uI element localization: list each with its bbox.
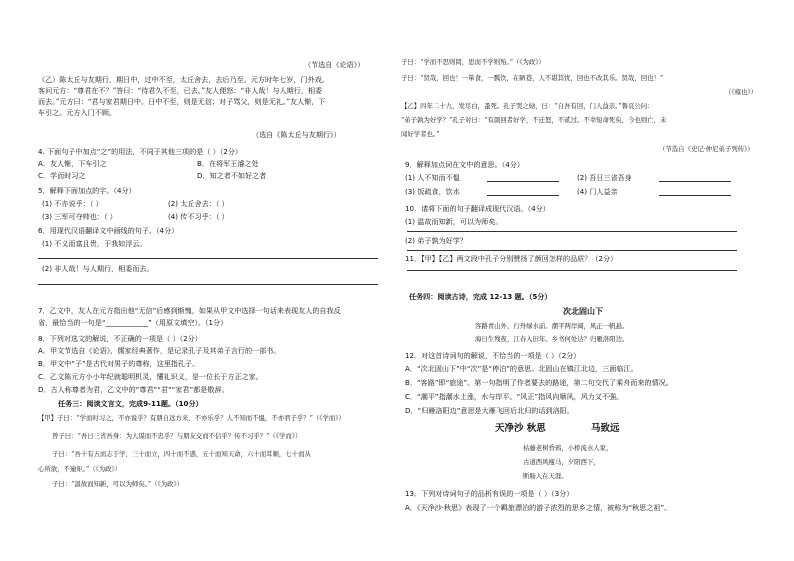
answer-line[interactable]	[407, 231, 737, 232]
jia-text-line: 子曰：“贤哉，回也！一箪食，一瓢饮，在陋巷，人不堪其忧，回也不改其乐。贤哉，回也！”	[401, 74, 664, 82]
q8-option-d[interactable]: D．古人称尊者为君，乙文中的“尊君”“君”“家君”都是敬辞。	[38, 385, 229, 394]
q9-item-3: (3) 饭疏食，饮水	[405, 187, 460, 196]
q12-option-d[interactable]: D．“归雁洛阳边”意思是大雁飞回后北归的话到洛阳。	[405, 406, 574, 415]
q9-item-2: (2) 吾日三省吾身	[577, 173, 632, 182]
q6-sentence-2: (2) 非人哉！与人期行，相委而去。	[42, 264, 154, 273]
answer-line[interactable]	[407, 250, 737, 251]
jia-text-line: 心所欲，不逾矩。”（《为政》）	[38, 465, 122, 473]
jia-text-line: 子曰：“吾十有五而志于学，三十而立，四十而不惑，五十而知天命，六十而耳顺，七十而从	[52, 450, 311, 458]
q5-item-1[interactable]: (1) 不亦说乎：（ ）	[42, 199, 103, 208]
answer-line[interactable]	[38, 284, 378, 285]
question-11: 11．【甲】【乙】两文段中孔子分别赞扬了颜回怎样的品质？（2分）	[405, 254, 618, 263]
q12-option-c[interactable]: C．“潮平”指潮水上涨，水与岸平。“风正”指风向顺风，风力又不强。	[405, 392, 624, 401]
q12-option-b[interactable]: B．“客路”即“旅途”。第一句指明了作者要去的路途，第二句交代了乘舟而来的情况。	[405, 378, 673, 387]
q13-option-a[interactable]: A．《天净沙·秋思》表现了一个羁旅漂泊的游子浓烈的思乡之情，被称为“秋思之祖”。	[405, 503, 672, 512]
source-chentaiqiu: （选自《陈太丘与友期行》）	[252, 130, 341, 139]
q10-sentence-2: (2) 弟子孰为好学？	[405, 236, 467, 245]
q9-item-1: (1) 人不知而不愠	[405, 173, 460, 182]
poem-1-line: 客路青山外，行舟绿水前。潮平两岸阔，风正一帆悬。	[475, 322, 629, 330]
question-12: 12．对这首诗词句的解说，不恰当的一项是（ ）（2分）	[405, 351, 581, 360]
poem-2-line: 古道西风瘦马，夕阳西下，	[523, 458, 600, 466]
task-4-heading: 任务四：阅读古诗，完成 12-13 题。（5分）	[409, 292, 552, 301]
question-7-line1: 7．乙文中，友人在元方指出他“无信”后感到惭愧，如果从甲文中选择一句话来表现友人的自我反	[38, 306, 341, 315]
yi-text-line: （乙）陈太丘与友期行，期日中，过中不至，太丘舍去，去后乃至。元方时年七岁，门外戏。	[38, 75, 329, 84]
source-shiji: （节选自《史记·仲尼弟子列传》）	[659, 145, 754, 153]
q5-item-2[interactable]: (2) 太丘舍去：（ ）	[168, 199, 229, 208]
q5-item-3[interactable]: (3) 三军可夺帅也：（ ）	[42, 212, 117, 221]
source-lunyu: （节选自《论语》）	[304, 60, 365, 69]
answer-line[interactable]	[659, 195, 731, 196]
yi-text-line: 【乙】四年二十九，发尽白，蚤死。孔子哭之恸，曰：“自吾有回，门人益亲。”鲁哀公问：	[401, 102, 654, 110]
question-9: 9．解释加点词在文中的意思。（4分）	[405, 160, 524, 169]
poem-2-line: 断肠人在天涯。	[523, 472, 568, 480]
answer-line[interactable]	[659, 181, 731, 182]
yi-text-line: 客问元方：“尊君在不？”答曰：“待君久不至，已去。”友人便怒：“非人哉！与人期行，相委	[38, 86, 323, 95]
jia-text-line: 【甲】子曰：“学而时习之，不亦说乎？有朋自远方来，不亦乐乎？人不知而不愠，不亦君子乎？”（《学而》）	[38, 414, 345, 422]
q4-option-a[interactable]: A．友人惭，下车引之	[38, 159, 107, 168]
jia-text-line: 曾子曰：“吾日三省吾身：为人谋而不忠乎？与朋友交而不信乎？传不习乎？”（《学而》）	[52, 432, 302, 440]
answer-line[interactable]	[487, 181, 559, 182]
poem-1-line: 海日生残夜，江春入旧年。乡书何处达？归雁洛阳边。	[475, 335, 629, 343]
yi-text-line: 而去。”元方曰：“君与家君期日中。日中不至，则是无信；对子骂父，则是无礼。”友人惭，下	[38, 97, 326, 106]
poem-2-author: 马致远	[591, 423, 620, 434]
answer-line[interactable]	[487, 195, 559, 196]
jia-text-line: 子曰：“学而不思则罔，思而不学则殆。”（《为政》）	[401, 58, 545, 66]
jia-text-line: 子曰：“温故而知新，可以为师矣。”（《为政》）	[52, 480, 184, 488]
question-7-line2: 省，最恰当的一句是“____________”（用原文填空）。（1分）	[38, 318, 228, 327]
question-8: 8．下列对选文的解说，不正确的一项是（ ）（2分）	[38, 334, 202, 343]
question-6: 6．用现代汉语翻译文中画线的句子。（4分）	[38, 226, 179, 235]
q4-option-c[interactable]: C．学而时习之	[38, 171, 86, 180]
q12-option-a[interactable]: A．“次北固山下”中“次”是“停泊”的意思。北固山在镇江北边，三面临江。	[405, 364, 638, 373]
poem-1-title: 次北固山下	[563, 306, 603, 316]
question-4: 4. 下面句子中加点“之”的用法，不同于其他三项的是（ ）（2分）	[38, 147, 243, 156]
q10-sentence-1: (1) 温故而知新，可以为师矣。	[405, 217, 503, 226]
q5-item-4[interactable]: (4) 传不习乎：（ ）	[168, 212, 229, 221]
answer-line[interactable]	[38, 258, 378, 259]
yi-text-line: “弟子孰为好学？”孔子对曰：“有颜回者好学，不迁怒，不贰过。不幸短命死矣，今也则亡，未	[401, 116, 667, 124]
q6-sentence-1: (1) 不义而富且贵，于我如浮云。	[42, 239, 147, 248]
q8-option-a[interactable]: A．甲文节选自《论语》，儒家经典著作，是记录孔子及其弟子言行的一部书。	[38, 346, 281, 355]
q8-option-b[interactable]: B．甲文中“子”是古代对男子的尊称，这里指孔子。	[38, 359, 200, 368]
poem-2-title: 天净沙 秋思	[495, 423, 546, 434]
question-13: 13．下列对诗词句子的品析有误的一项是（ ）（3分）	[405, 489, 574, 498]
question-10: 10．请将下面的句子翻译成现代汉语。（4分）	[405, 204, 550, 213]
q4-option-b[interactable]: B．在将军王濬之处	[197, 159, 259, 168]
task-3-heading: 任务三：阅读文言文，完成9-11题。（10分）	[58, 399, 203, 408]
source-yongye: （《雍也》）	[725, 88, 757, 96]
q4-option-d[interactable]: D．知之者不如好之者	[197, 171, 267, 180]
yi-text-line: 车引之。元方入门不顾。	[38, 108, 117, 117]
yi-text-line: 闻好学者也。”	[401, 130, 440, 138]
question-5: 5．解释下面加点的字。（4分）	[38, 186, 136, 195]
q9-item-4: (4) 门人益亲	[577, 187, 618, 196]
poem-2-line: 枯藤老树昏鸦，小桥流水人家，	[523, 444, 613, 452]
q8-option-c[interactable]: C．乙文陈元方小小年纪就聪明机灵，懂礼识义，是一位长于方正之家。	[38, 372, 263, 381]
answer-line[interactable]	[407, 270, 737, 271]
